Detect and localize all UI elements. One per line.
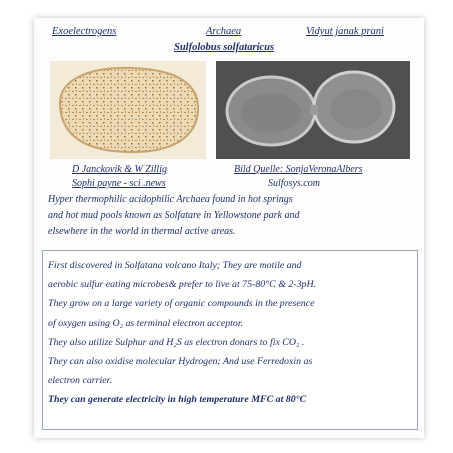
species-name: Sulfolobus solfataricus <box>174 42 275 53</box>
dividing-cell-micrograph <box>216 61 410 159</box>
details-line-emphasis: They can generate electricity in high temperature MFC at 80°C <box>48 394 307 406</box>
stained-cell-image <box>50 61 206 159</box>
credit-right-source: Bild Quelle: SonjaVeronaAlbers <box>234 164 363 175</box>
header-exoelectrogens: Exoelectrogens <box>52 26 117 37</box>
intro-line: elsewhere in the world in thermal active areas. <box>48 226 236 238</box>
header-archaea: Archaea <box>206 26 242 37</box>
intro-paragraph <box>48 192 300 241</box>
details-paragraph <box>48 256 316 410</box>
intro-line: and hot mud pools known as Solfatare in Yellowstone park and <box>48 210 300 222</box>
header-vidyut-janak-prani: Vidyut janak prani <box>306 26 384 37</box>
credit-right-site: Sulfosys.com <box>268 178 320 189</box>
details-line: electron carrier. <box>48 375 112 387</box>
details-line: They can also oxidise molecular Hydrogen; And use Ferredoxin as <box>48 356 313 368</box>
details-line: First discovered in Solfatana volcano Italy; They are motile and <box>48 260 302 271</box>
credit-left-authors: D Janckovik & W Zillig <box>72 164 167 175</box>
details-line: They also utilize Sulphur and H₂S as electron donars to fix CO₂ . <box>48 336 305 348</box>
document-card <box>34 18 424 438</box>
details-line: of oxygen using O₂ as terminal electron acceptor. <box>48 317 244 329</box>
intro-line: Hyper thermophilic acidophilic Archaea found in hot springs <box>48 194 293 205</box>
details-line: aerobic sulfur eating microbes& prefer to live at 75-80°C & 2-3pH. <box>48 279 317 291</box>
details-line: They grow on a large variety of organic compounds in the presence <box>48 298 315 310</box>
credit-left-source: Sophi payne - sci .news <box>72 178 166 189</box>
